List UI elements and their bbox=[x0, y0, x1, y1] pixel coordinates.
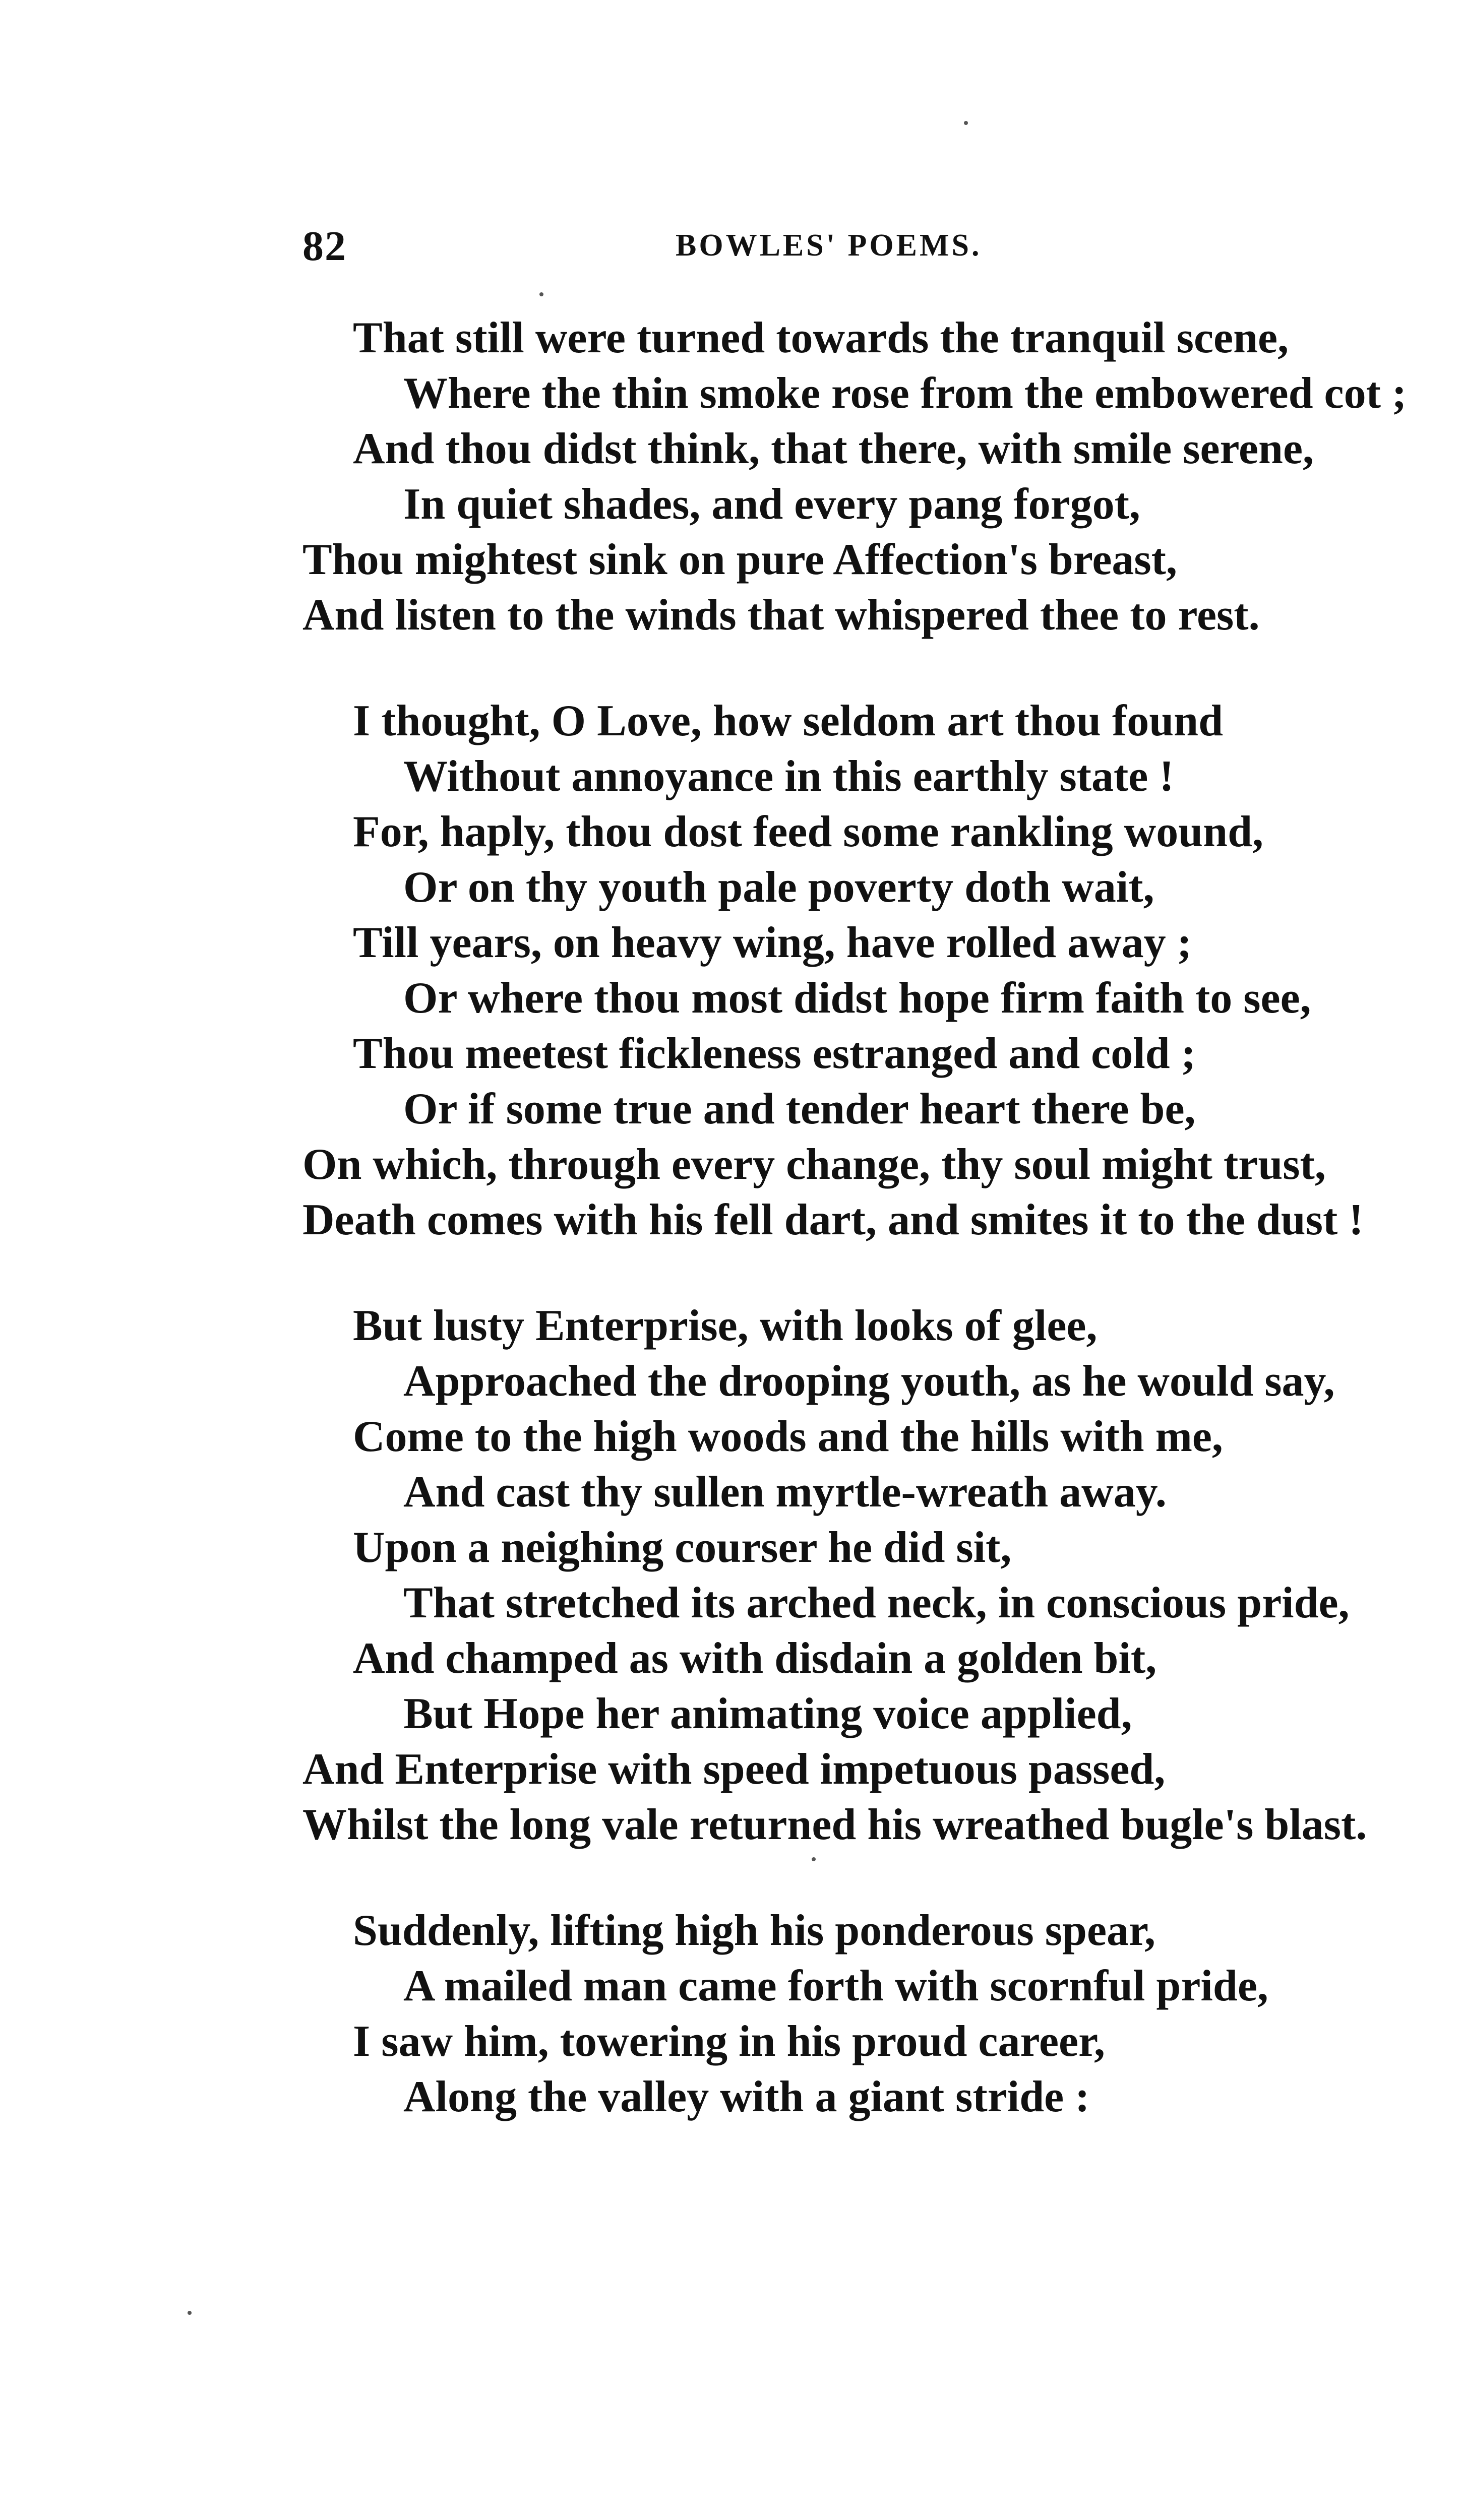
verse-line: I thought, O Love, how seldom art thou found bbox=[353, 697, 1224, 745]
verse-line: For, haply, thou dost feed some rankling wound, bbox=[353, 807, 1264, 856]
paper-speck bbox=[539, 292, 543, 296]
verse-line: Suddenly, lifting high his ponderous spear, bbox=[353, 1906, 1155, 1955]
verse-line: And champed as with disdain a golden bit, bbox=[353, 1634, 1157, 1683]
paper-speck bbox=[964, 121, 968, 125]
verse-line: And listen to the winds that whispered thee to rest. bbox=[302, 591, 1260, 640]
paper-speck bbox=[188, 2311, 192, 2315]
verse-line: That stretched its arched neck, in conscious pride, bbox=[403, 1579, 1350, 1627]
page-number: 82 bbox=[302, 223, 347, 270]
page-header bbox=[302, 222, 1412, 277]
verse-line: A mailed man came forth with scornful pride, bbox=[403, 1962, 1268, 2010]
verse-line: Or on thy youth pale poverty doth wait, bbox=[403, 863, 1154, 912]
verse-line: Approached the drooping youth, as he would say, bbox=[403, 1357, 1335, 1406]
verse-line: Till years, on heavy wing, have rolled away ; bbox=[353, 918, 1192, 967]
verse-line: Without annoyance in this earthly state ! bbox=[403, 752, 1174, 801]
verse-line: Where the thin smoke rose from the embowered cot ; bbox=[403, 369, 1407, 418]
verse-line: Thou mightest sink on pure Affection's breast, bbox=[302, 535, 1177, 584]
paper-speck bbox=[812, 1857, 816, 1861]
verse-line: Thou meetest fickleness estranged and cold ; bbox=[353, 1029, 1196, 1078]
verse-line: Or if some true and tender heart there be, bbox=[403, 1085, 1196, 1133]
running-title: BOWLES' POEMS. bbox=[676, 228, 982, 263]
verse-line: Come to the high woods and the hills with me, bbox=[353, 1412, 1223, 1461]
verse-line: And cast thy sullen myrtle-wreath away. bbox=[403, 1468, 1167, 1517]
verse-line: On which, through every change, thy soul might trust, bbox=[302, 1140, 1326, 1189]
verse-line: Death comes with his fell dart, and smites it to the dust ! bbox=[302, 1195, 1364, 1244]
verse-line: Whilst the long vale returned his wreathed bugle's blast. bbox=[302, 1800, 1367, 1849]
verse-line: Upon a neighing courser he did sit, bbox=[353, 1523, 1012, 1572]
verse-line: But lusty Enterprise, with looks of glee, bbox=[353, 1301, 1098, 1350]
verse-line: And thou didst think, that there, with smile serene, bbox=[353, 424, 1314, 473]
verse-line: But Hope her animating voice applied, bbox=[403, 1689, 1132, 1738]
verse-line: In quiet shades, and every pang forgot, bbox=[403, 480, 1140, 529]
verse-line: Along the valley with a giant stride : bbox=[403, 2072, 1090, 2121]
verse-line: I saw him, towering in his proud career, bbox=[353, 2017, 1106, 2066]
verse-line: And Enterprise with speed impetuous passed, bbox=[302, 1745, 1166, 1794]
verse-line: That still were turned towards the tranquil scene, bbox=[353, 313, 1289, 362]
verse-line: Or where thou most didst hope firm faith to see, bbox=[403, 974, 1311, 1023]
